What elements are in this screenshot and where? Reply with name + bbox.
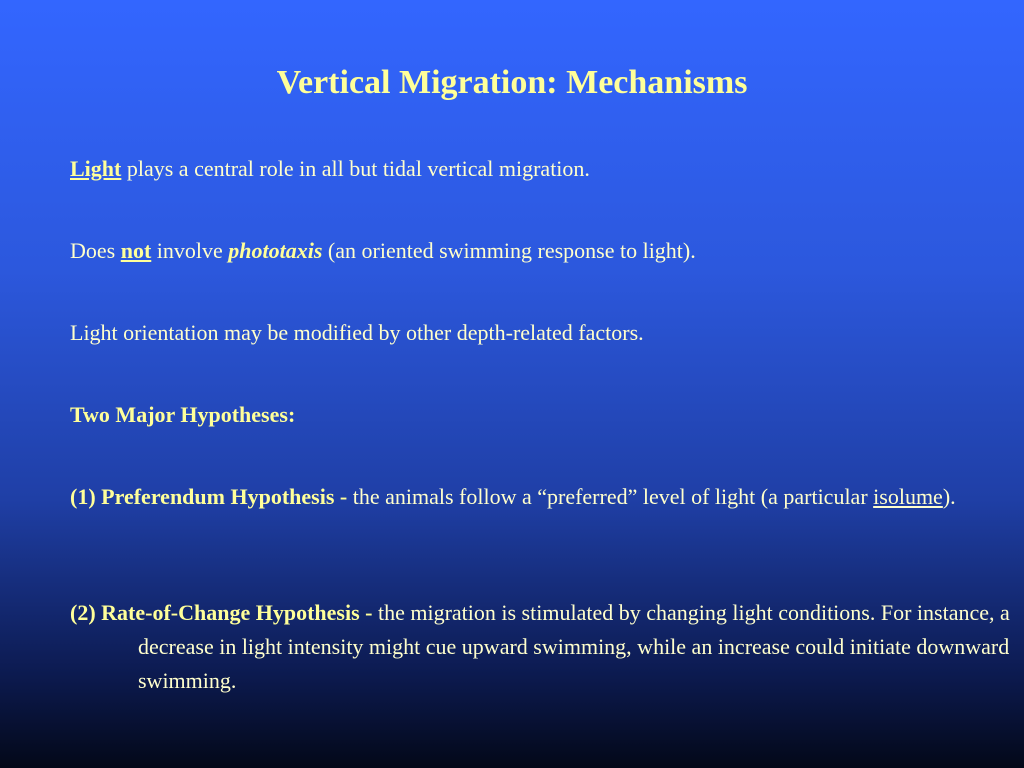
preferendum-text-a: the animals follow a “preferred” level of light (a particular [347,484,874,509]
slide-title: Vertical Migration: Mechanisms [276,64,748,101]
rate-of-change-label: (2) Rate-of-Change Hypothesis - [70,600,373,625]
light-role-text: plays a central role in all but tidal vertical migration. [121,156,590,181]
rate-of-change-text: the migration is stimulated by changing light conditions. For instance, a decrease in light intensity might cue upward swimming, while an increase could initiate downward swimming. [138,600,1010,693]
hypothesis-rate-of-change [70,596,1018,698]
paragraph-light-role [70,152,590,186]
light-keyword: Light [70,156,122,181]
preferendum-text-b: ). [942,484,956,509]
not-keyword: not [120,238,152,263]
phototaxis-text-b: involve [151,238,229,263]
preferendum-label: (1) Preferendum Hypothesis - [70,484,348,509]
hypotheses-heading: Two Major Hypotheses: [70,402,296,427]
phototaxis-text-c: (an oriented swimming response to light). [322,238,696,263]
phototaxis-text-a: Does [70,238,121,263]
isolume-term: isolume [873,484,943,509]
phototaxis-term: phototaxis [228,238,323,263]
paragraph-phototaxis [70,234,696,268]
paragraph-light-orientation: Light orientation may be modified by other depth-related factors. [70,320,644,345]
hypothesis-preferendum [70,480,1018,514]
